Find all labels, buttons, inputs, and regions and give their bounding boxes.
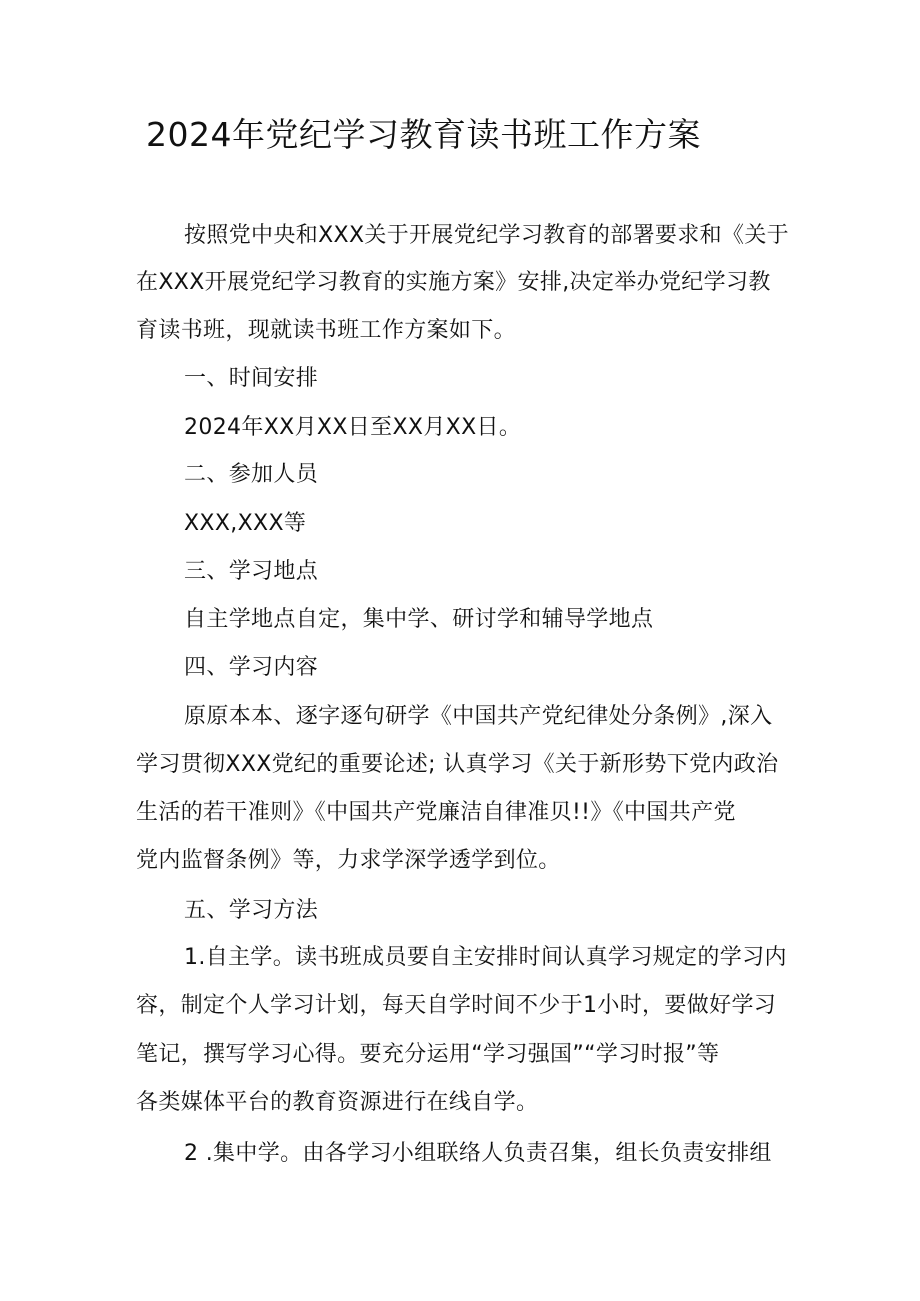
section-heading: 二、参加人员 <box>184 462 319 487</box>
paragraph-line: 2024年XX月XX日至XX月XX日。 <box>184 415 522 440</box>
section-heading: 一、时间安排 <box>184 366 319 391</box>
paragraph-line: 2 .集中学。由各学习小组联络人负责召集，组长负责安排组 <box>184 1141 772 1166</box>
document-title: 2024年党纪学习教育读书班工作方案 <box>146 115 701 154</box>
paragraph-line: 1.自主学。读书班成员要自主安排时间认真学习规定的学习内 <box>184 945 787 970</box>
section-heading: 四、学习内容 <box>184 655 319 680</box>
paragraph-line: 育读书班，现就读书班工作方案如下。 <box>136 318 516 343</box>
section-heading: 三、学习地点 <box>184 559 319 584</box>
paragraph-line: 笔记，撰写学习心得。要充分运用“学习强国”“学习时报”等 <box>136 1042 720 1067</box>
section-heading: 五、学习方法 <box>184 898 319 923</box>
paragraph-line: 各类媒体平台的教育资源进行在线自学。 <box>136 1090 539 1115</box>
paragraph-line: 自主学地点自定，集中学、研讨学和辅导学地点 <box>184 607 654 632</box>
paragraph-line: 在XXX开展党纪学习教育的实施方案》安排,决定举办党纪学习教 <box>136 270 771 295</box>
paragraph-line: 容，制定个人学习计划，每天自学时间不少于1小时，要做好学习 <box>136 993 777 1018</box>
paragraph-line: 生活的若干准则》《中国共产党廉洁自律准贝!!》《中国共产党 <box>136 800 736 825</box>
paragraph-line: 原原本本、逐字逐句研学《中国共产党纪律处分条例》,深入 <box>184 704 773 729</box>
paragraph-line: XXX,XXX等 <box>184 511 307 536</box>
paragraph-line: 党内监督条例》等，力求学深学透学到位。 <box>136 848 561 873</box>
paragraph-line: 按照党中央和XXX关于开展党纪学习教育的部署要求和《关于 <box>184 223 790 248</box>
paragraph-line: 学习贯彻XXX党纪的重要论述; 认真学习《关于新形势下党内政治 <box>136 752 779 777</box>
